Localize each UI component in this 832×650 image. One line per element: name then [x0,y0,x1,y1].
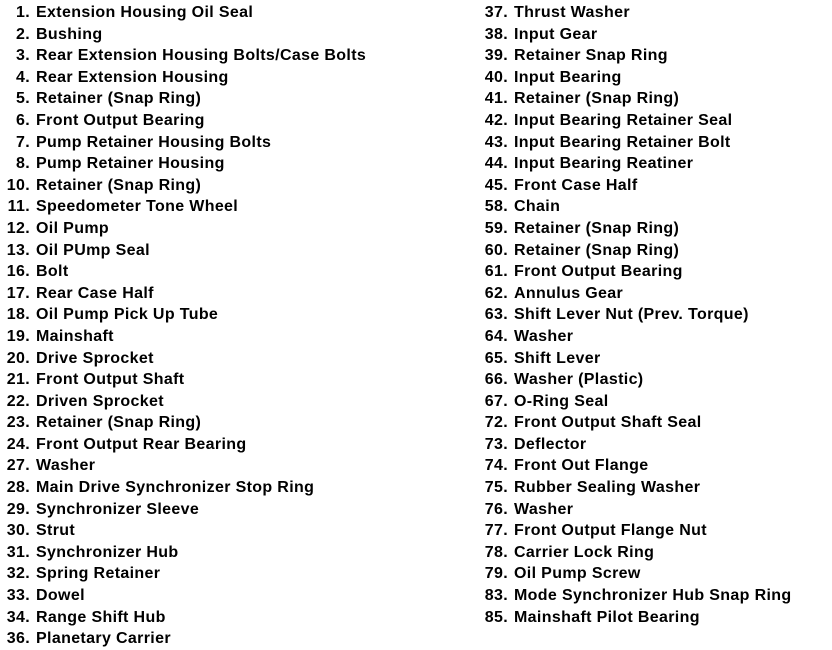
list-item [0,153,420,175]
part-name: Mainshaft Pilot Bearing [514,608,700,626]
list-item [470,304,830,326]
part-name: Extension Housing Oil Seal [36,4,254,21]
list-item [0,67,420,89]
part-number: 65. [484,349,508,367]
part-number: 40. [484,68,508,86]
list-item [470,88,830,110]
part-number: 67. [484,392,508,410]
part-number: 8. [15,155,30,173]
part-name: Input Bearing [514,68,622,86]
part-name: Pump Retainer Housing [36,155,225,173]
part-name: Oil PUmp Seal [36,241,150,259]
part-name: Front Output Shaft [36,371,185,389]
part-number: 36. [6,630,30,648]
part-number: 64. [484,327,508,345]
part-name: Front Out Flange [514,457,649,475]
part-number: 22. [6,392,30,410]
part-name: Retainer (Snap Ring) [36,90,202,108]
part-name: Bushing [36,25,103,43]
part-number: 76. [484,500,508,518]
list-item [470,261,830,283]
list-item [0,348,420,370]
list-item [0,542,420,564]
part-name: Front Output Rear Bearing [36,435,247,453]
part-name: Annulus Gear [514,284,624,302]
part-name: Oil Pump [36,219,110,237]
part-name: Retainer (Snap Ring) [514,241,680,259]
list-item [470,196,830,218]
list-item [470,283,830,305]
list-item [470,2,830,24]
part-number: 62. [484,284,508,302]
part-number: 20. [6,349,30,367]
part-number: 75. [484,479,508,497]
part-name: Washer (Plastic) [514,371,644,389]
part-name: Rear Case Half [36,284,154,302]
part-name: Synchronizer Hub [36,543,179,561]
part-name: Main Drive Synchronizer Stop Ring [36,479,315,497]
list-item [470,132,830,154]
list-item [0,132,420,154]
part-number: 17. [6,284,30,302]
part-number: 2. [15,25,30,43]
part-number: 83. [484,587,508,605]
part-name: Range Shift Hub [36,608,166,626]
list-item [470,326,830,348]
list-item [470,391,830,413]
part-number: 1. [15,4,30,21]
list-item [0,24,420,46]
part-number: 11. [7,198,30,216]
part-number: 12. [6,219,30,237]
list-item [0,563,420,585]
part-name: Drive Sprocket [36,349,154,367]
part-number: 10. [6,176,30,194]
list-item [470,434,830,456]
part-number: 41. [484,90,508,108]
list-item [470,563,830,585]
part-name: Mainshaft [36,327,114,345]
part-number: 29. [6,500,30,518]
part-name: Strut [36,522,76,540]
list-item [0,304,420,326]
part-number: 5. [15,90,30,108]
list-item [0,218,420,240]
part-number: 39. [484,47,508,65]
list-item [470,412,830,434]
part-number: 34. [6,608,30,626]
part-number: 73. [484,435,508,453]
part-name: Retainer Snap Ring [514,47,668,65]
part-number: 6. [15,111,30,129]
part-number: 30. [6,522,30,540]
part-name: Mode Synchronizer Hub Snap Ring [514,587,792,605]
part-name: Washer [514,327,574,345]
part-name: Rear Extension Housing Bolts/Case Bolts [36,47,367,65]
part-number: 43. [484,133,508,151]
part-name: Rear Extension Housing [36,68,229,86]
list-item [0,261,420,283]
part-number: 45. [484,176,508,194]
part-number: 28. [6,479,30,497]
part-number: 16. [6,263,30,281]
list-item [0,455,420,477]
part-number: 77. [484,522,508,540]
part-number: 63. [484,306,508,324]
part-number: 44. [484,155,508,173]
list-item [470,175,830,197]
list-item [0,412,420,434]
list-item [0,391,420,413]
list-item [0,110,420,132]
part-number: 42. [484,111,508,129]
part-name: Planetary Carrier [36,630,171,648]
part-name: O-Ring Seal [514,392,609,410]
part-name: Synchronizer Sleeve [36,500,200,518]
part-name: Front Output Flange Nut [514,522,707,540]
part-name: Rubber Sealing Washer [514,479,701,497]
part-name: Spring Retainer [36,565,161,583]
parts-list-left-column [0,2,420,650]
list-item [470,607,830,629]
list-item [0,520,420,542]
part-name: Oil Pump Pick Up Tube [36,306,219,324]
part-number: 58. [484,198,508,216]
part-number: 27. [6,457,30,475]
part-number: 24. [6,435,30,453]
part-name: Front Output Bearing [36,111,205,129]
list-item [0,628,420,650]
list-item [470,542,830,564]
list-item [0,240,420,262]
list-item [470,218,830,240]
part-name: Input Bearing Reatiner [514,155,694,173]
part-name: Input Gear [514,25,598,43]
part-name: Input Bearing Retainer Bolt [514,133,731,151]
part-name: Driven Sprocket [36,392,164,410]
list-item [0,607,420,629]
part-name: Speedometer Tone Wheel [36,198,239,216]
part-name: Front Output Shaft Seal [514,414,702,432]
part-name: Front Output Bearing [514,263,683,281]
part-number: 78. [484,543,508,561]
list-item [0,88,420,110]
list-item [0,369,420,391]
list-item [470,24,830,46]
part-number: 61. [484,263,508,281]
list-item [470,153,830,175]
part-name: Retainer (Snap Ring) [514,219,680,237]
part-number: 66. [484,371,508,389]
list-item [0,2,420,24]
part-name: Carrier Lock Ring [514,543,655,561]
list-item [470,477,830,499]
part-number: 38. [484,25,508,43]
list-item [0,434,420,456]
part-number: 72. [484,414,508,432]
list-item [470,520,830,542]
part-name: Chain [514,198,561,216]
part-name: Thrust Washer [514,4,630,21]
list-item [0,45,420,67]
part-number: 60. [484,241,508,259]
part-number: 32. [6,565,30,583]
part-name: Pump Retainer Housing Bolts [36,133,272,151]
list-item [0,585,420,607]
list-item [470,369,830,391]
part-name: Retainer (Snap Ring) [36,414,202,432]
list-item [470,67,830,89]
list-item [470,585,830,607]
list-item [470,240,830,262]
list-item [0,326,420,348]
list-item [470,499,830,521]
part-number: 7. [15,133,30,151]
part-name: Oil Pump Screw [514,565,641,583]
part-number: 4. [15,68,30,86]
list-item [0,477,420,499]
part-number: 18. [6,306,30,324]
part-number: 59. [484,219,508,237]
list-item [470,110,830,132]
part-name: Shift Lever [514,349,601,367]
part-name: Retainer (Snap Ring) [36,176,202,194]
part-number: 33. [6,587,30,605]
part-number: 13. [6,241,30,259]
list-item [470,45,830,67]
part-name: Washer [36,457,96,475]
part-name: Input Bearing Retainer Seal [514,111,733,129]
part-number: 21. [6,371,30,389]
part-number: 19. [6,327,30,345]
part-number: 31. [6,543,30,561]
list-item [470,455,830,477]
part-name: Dowel [36,587,85,605]
list-item [0,283,420,305]
part-number: 85. [484,608,508,626]
list-item [0,196,420,218]
part-number: 37. [484,4,508,21]
part-name: Front Case Half [514,176,638,194]
part-number: 3. [15,47,30,65]
part-name: Shift Lever Nut (Prev. Torque) [514,306,749,324]
list-item [0,499,420,521]
part-name: Retainer (Snap Ring) [514,90,680,108]
part-name: Bolt [36,263,69,281]
part-number: 79. [484,565,508,583]
part-name: Deflector [514,435,587,453]
parts-list-right-column [470,2,830,628]
part-number: 74. [484,457,508,475]
list-item [0,175,420,197]
list-item [470,348,830,370]
part-name: Washer [514,500,574,518]
part-number: 23. [6,414,30,432]
